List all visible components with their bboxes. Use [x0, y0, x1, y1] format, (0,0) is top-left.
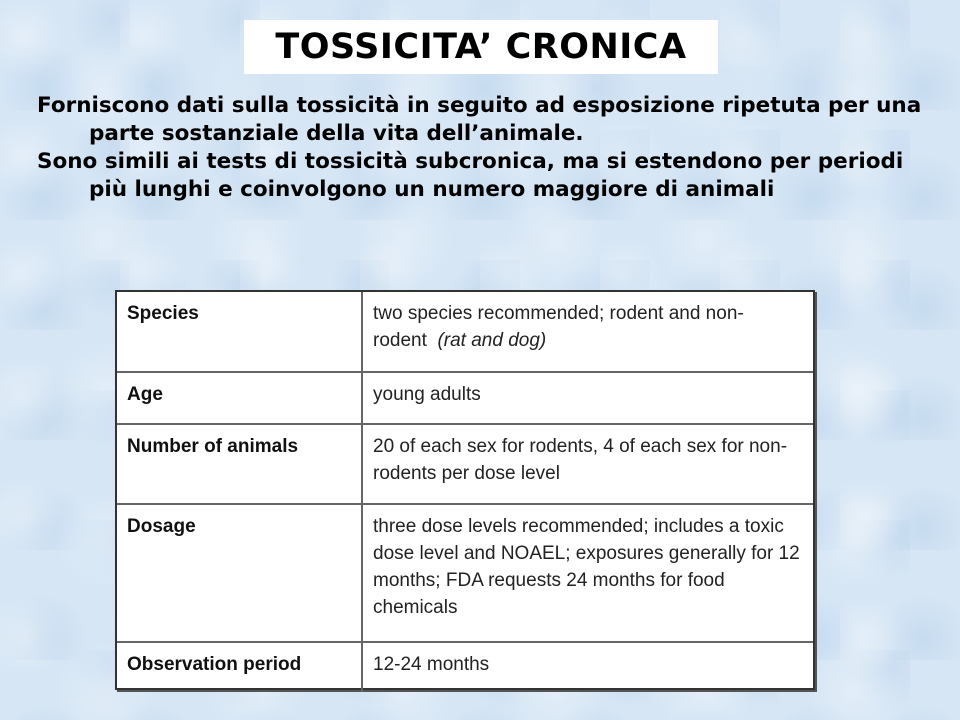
paragraph-2: Sono simili ai tests di tossicità subcronica, ma si estendono per periodi più lunghi e coinvolgono un numero maggiore di animali [37, 149, 904, 202]
species-value-italic: (rat and dog) [437, 330, 547, 351]
table-row-observation-period [117, 642, 813, 692]
paragraph-1: Forniscono dati sulla tossicità in seguito ad esposizione ripetuta per una parte sostanziale della vita dell’animale. [37, 93, 922, 146]
table-row-dosage [117, 504, 813, 642]
slide-title: TOSSICITA’ CRONICA [275, 27, 687, 67]
properties-table [117, 292, 813, 692]
table-cell-value: 12-24 months [362, 642, 813, 692]
table-cell-label: Species [117, 292, 362, 372]
table-cell-value [362, 292, 813, 372]
table-row-age [117, 372, 813, 424]
table-cell-label: Age [117, 372, 362, 424]
table-cell-value: young adults [362, 372, 813, 424]
body-text [37, 92, 942, 204]
chronic-toxicity-table [115, 290, 815, 690]
title-box [244, 20, 718, 74]
table-cell-label: Number of animals [117, 424, 362, 504]
table-cell-label: Dosage [117, 504, 362, 642]
species-value: two species recommended; rodent and non-rodent [373, 303, 744, 351]
table-cell-value: 20 of each sex for rodents, 4 of each sex for non-rodents per dose level [362, 424, 813, 504]
table-cell-label: Observation period [117, 642, 362, 692]
table-cell-value: three dose levels recommended; includes a toxic dose level and NOAEL; exposures generally for 12 months; FDA requests 24 months for food chemicals [362, 504, 813, 642]
table-row-number-of-animals [117, 424, 813, 504]
table-row-species [117, 292, 813, 372]
